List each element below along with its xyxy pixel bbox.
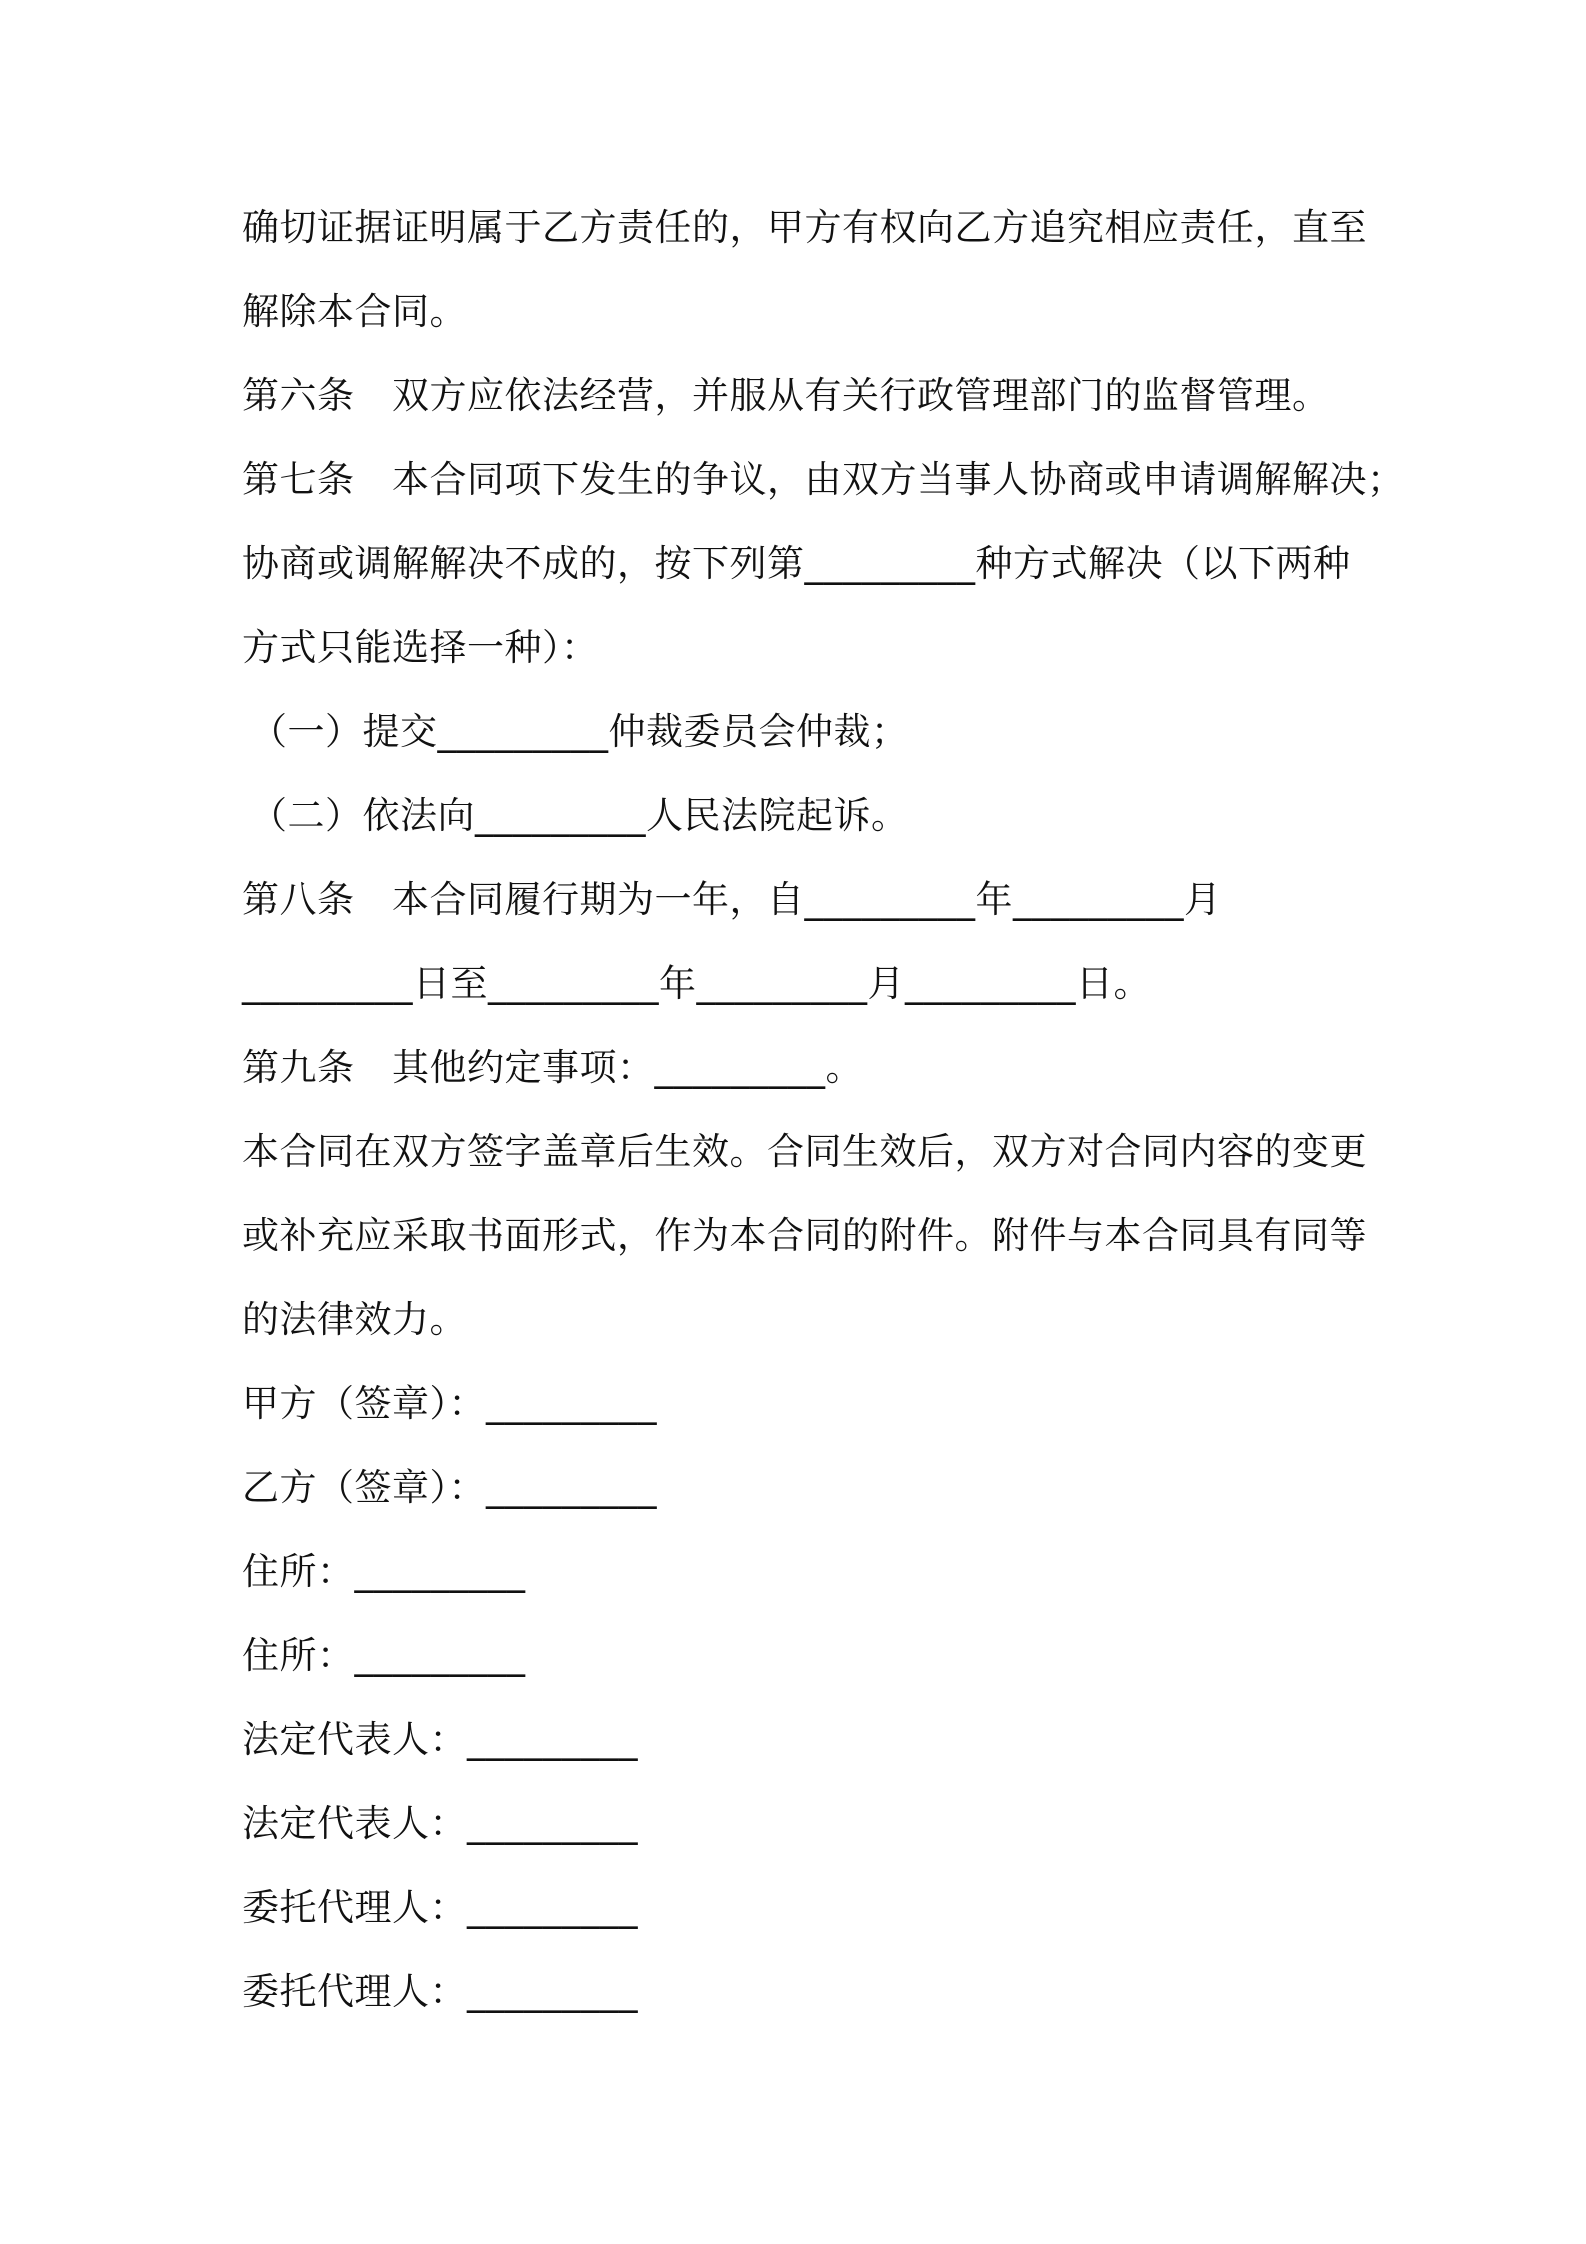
party-b-signature: 乙方（签章）：_________ bbox=[242, 1466, 657, 1509]
option-arbitration: （一）提交_________仲裁委员会仲裁； bbox=[250, 710, 909, 753]
text-line: 方式只能选择一种）： bbox=[242, 626, 599, 669]
text-line: 的法律效力。 bbox=[242, 1298, 467, 1341]
text-line: _________日至_________年_________月_________日。 bbox=[242, 962, 1151, 1005]
option-court: （二）依法向_________人民法院起诉。 bbox=[250, 794, 909, 837]
authorized-agent-field: 委托代理人：_________ bbox=[242, 1970, 638, 2013]
address-field: 住所：_________ bbox=[242, 1634, 526, 1677]
text-line: 解除本合同。 bbox=[242, 290, 467, 333]
text-line: 协商或调解解决不成的，按下列第_________种方式解决（以下两种 bbox=[242, 542, 1351, 585]
legal-representative-field: 法定代表人：_________ bbox=[242, 1718, 638, 1761]
authorized-agent-field: 委托代理人：_________ bbox=[242, 1886, 638, 1929]
legal-representative-field: 法定代表人：_________ bbox=[242, 1802, 638, 1845]
text-line: 或补充应采取书面形式，作为本合同的附件。附件与本合同具有同等 bbox=[242, 1214, 1367, 1257]
article-8: 第八条 本合同履行期为一年，自_________年_________月 bbox=[242, 878, 1222, 921]
article-9: 第九条 其他约定事项：_________。 bbox=[242, 1046, 863, 1089]
article-6: 第六条 双方应依法经营，并服从有关行政管理部门的监督管理。 bbox=[242, 374, 1330, 417]
text-line: 确切证据证明属于乙方责任的，甲方有权向乙方追究相应责任，直至 bbox=[242, 206, 1367, 249]
effective-clause: 本合同在双方签字盖章后生效。合同生效后，双方对合同内容的变更 bbox=[242, 1130, 1367, 1173]
party-a-signature: 甲方（签章）：_________ bbox=[242, 1382, 657, 1425]
article-7: 第七条 本合同项下发生的争议，由双方当事人协商或申请调解解决； bbox=[242, 458, 1405, 501]
address-field: 住所：_________ bbox=[242, 1550, 526, 1593]
